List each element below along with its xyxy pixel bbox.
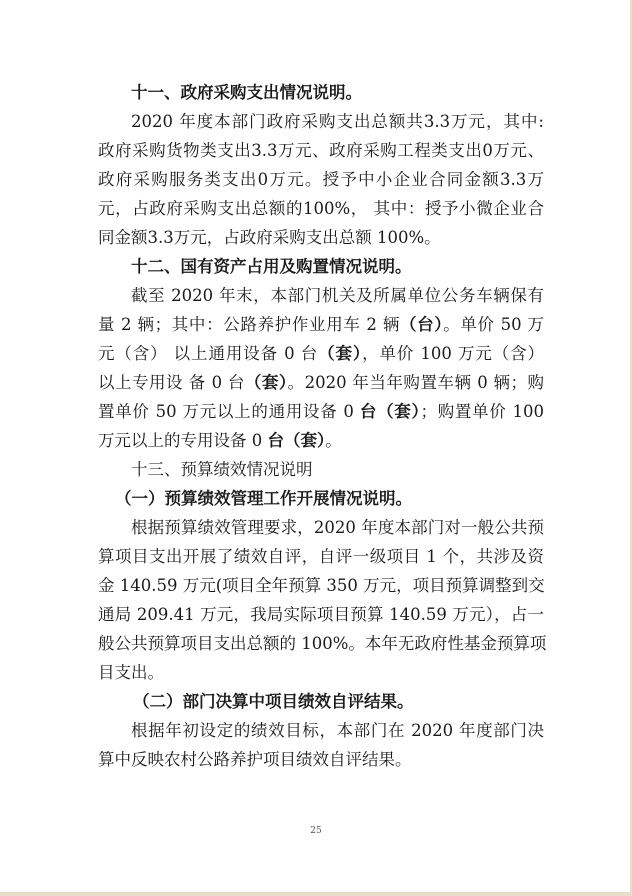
paragraph-line: [98, 397, 544, 426]
text-run: 置单价 50 万元以上的通用设备 0: [98, 402, 360, 421]
page-number: 25: [310, 826, 322, 836]
paragraph-line: 截至 2020 年末，本部门机关及所属单位公务车辆保有: [131, 286, 544, 305]
bold-text-run: 台（套）: [359, 402, 421, 421]
bold-text-run: （台）: [399, 315, 444, 334]
bold-text-run: （套）: [318, 344, 363, 363]
paragraph-line: 政府采购服务类支出0万元。授予中小企业合同金额3.3万: [98, 170, 544, 189]
bold-text-run: （套）: [244, 373, 288, 392]
paragraph-line: 般公共预算项目支出总额的 100%。本年无政府性基金预算项: [98, 634, 547, 653]
text-run: 。: [325, 431, 342, 450]
text-run: 万元以上的专用设备 0: [98, 431, 268, 450]
text-run: 。2020 年当年购置车辆 0 辆；购: [287, 373, 545, 392]
paragraph-line: 算项目支出开展了绩效自评，自评一级项目 1 个，共涉及资: [98, 547, 544, 566]
section-heading-11: 十一、政府采购支出情况说明。: [131, 83, 362, 102]
subsection-heading-2: （二）部门决算中项目绩效自评结果。: [133, 692, 414, 711]
paragraph-line: [98, 368, 544, 397]
text-run: 。单价 50 万: [443, 315, 544, 334]
document-body: [98, 78, 547, 774]
text-run: ；购置单价 100: [420, 402, 544, 421]
text-run: 量 2 辆；其中：公路养护作业用车 2 辆: [98, 315, 400, 334]
paragraph-line: 2020 年度本部门政府采购支出总额共3.3万元，其中:: [131, 112, 544, 131]
paragraph-line: 金 140.59 万元(项目全年预算 350 万元，项目预算调整到交: [98, 576, 545, 595]
text-run: 以上专用设 备 0 台: [98, 373, 245, 392]
bold-text-run: 台（套）: [267, 431, 326, 450]
paragraph-line: [98, 426, 544, 455]
subsection-heading-1: （一）预算绩效管理工作开展情况说明。: [115, 489, 412, 508]
paragraph-line: 同金额3.3万元，占政府采购支出总额 100%。: [98, 228, 441, 247]
paragraph-line: 根据年初设定的绩效目标，本部门在 2020 年度部门决: [131, 721, 544, 740]
paragraph-line: 政府采购货物类支出3.3万元、政府采购工程类支出0万元、: [98, 141, 544, 160]
paragraph-line: [98, 339, 544, 368]
paragraph-line: 根据预算绩效管理要求，2020 年度本部门对一般公共预: [131, 518, 544, 537]
section-heading-12: 十二、国有资产占用及购置情况说明。: [131, 257, 412, 276]
text-run: ，单价 100 万元（含）: [362, 344, 545, 363]
paragraph-line: 通局 209.41 万元，我局实际项目预算 140.59 万元），占一: [98, 605, 544, 624]
paragraph-line: 目支出。: [98, 663, 164, 682]
paragraph-line: [98, 310, 544, 339]
paragraph-line: 算中反映农村公路养护项目绩效自评结果。: [98, 750, 412, 769]
paragraph-line: 元，占政府采购支出总额的100%， 其中：授予小微企业合: [98, 199, 544, 218]
section-heading-13: 十三、预算绩效情况说明: [131, 460, 313, 479]
text-run: 元（含） 以上通用设备 0 台: [98, 344, 319, 363]
